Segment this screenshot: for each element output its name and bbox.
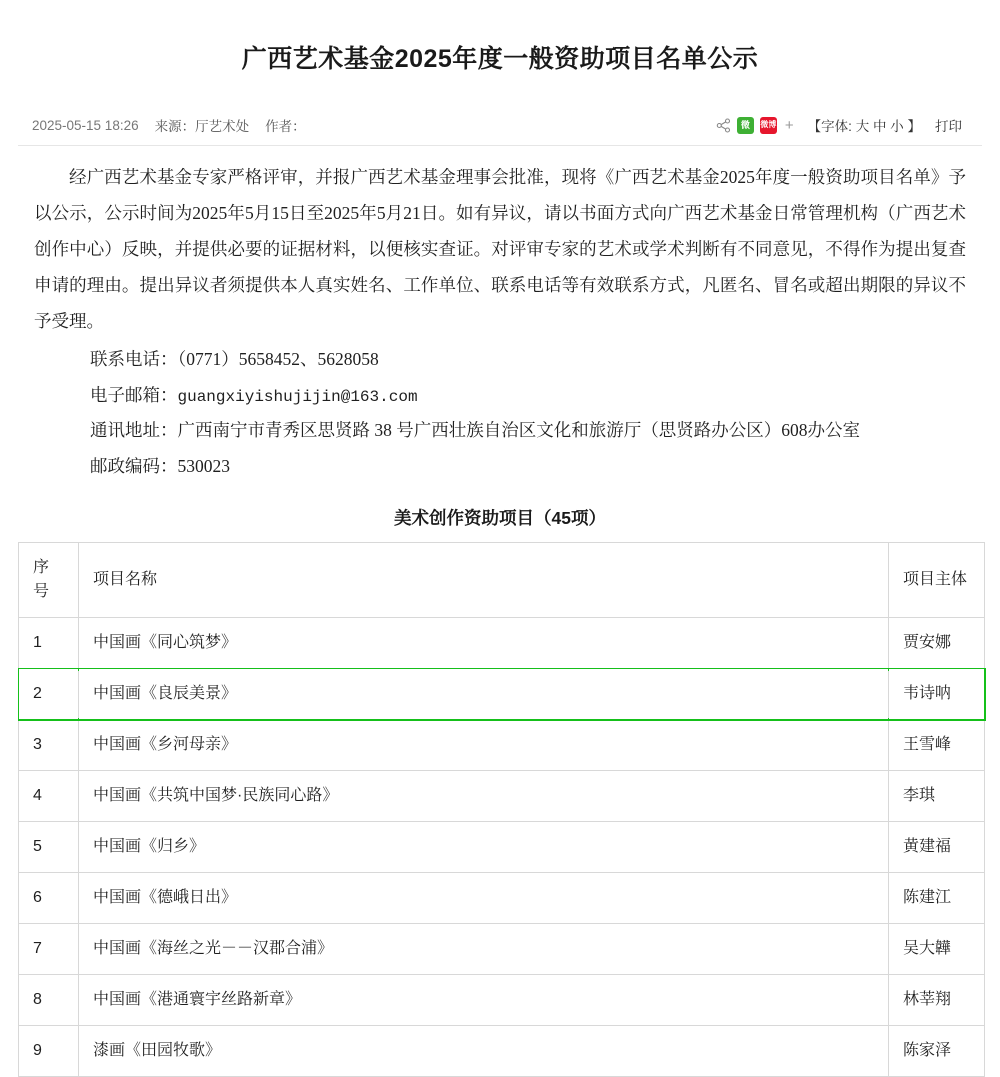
cell-index: 2	[19, 669, 79, 720]
share-icon[interactable]	[716, 118, 731, 133]
contact-email-value: guangxiyishujijin@163.com	[177, 387, 418, 406]
table-row[interactable]	[19, 618, 985, 669]
meta-right-group	[716, 115, 968, 135]
table-row[interactable]	[19, 873, 985, 924]
publish-date: 2025-05-15 18:26	[32, 117, 139, 133]
cell-project-owner: 吴大韡	[889, 924, 985, 975]
cell-project-owner: 陈建江	[889, 873, 985, 924]
table-row[interactable]	[19, 720, 985, 771]
projects-table	[18, 542, 985, 1077]
cell-project-name: 中国画《海丝之光－－汉郡合浦》	[79, 924, 889, 975]
font-size-medium[interactable]: 中	[872, 119, 887, 135]
cell-project-name: 中国画《港通寰宇丝路新章》	[79, 975, 889, 1026]
cell-project-name: 中国画《德峨日出》	[79, 873, 889, 924]
column-header-owner: 项目主体	[889, 543, 985, 618]
table-row[interactable]	[19, 924, 985, 975]
contact-email-label: 电子邮箱：	[90, 384, 178, 405]
share-group[interactable]	[716, 117, 794, 134]
more-share-icon[interactable]: +	[784, 116, 794, 134]
cell-project-owner: 王雪峰	[889, 720, 985, 771]
font-size-label-end: 】	[907, 119, 921, 135]
print-button[interactable]: 打印	[935, 119, 962, 135]
cell-index: 3	[19, 720, 79, 771]
table-row[interactable]	[19, 771, 985, 822]
cell-project-name: 漆画《田园牧歌》	[79, 1026, 889, 1077]
cell-index: 4	[19, 771, 79, 822]
column-header-index: 序号	[19, 543, 79, 618]
cell-project-name: 中国画《乡河母亲》	[79, 720, 889, 771]
cell-project-owner: 林莘翔	[889, 975, 985, 1026]
page-title: 广西艺术基金2025年度一般资助项目名单公示	[241, 44, 759, 73]
cell-index: 9	[19, 1026, 79, 1077]
column-header-name: 项目名称	[79, 543, 889, 618]
cell-project-owner: 李琪	[889, 771, 985, 822]
article-body	[18, 146, 982, 489]
cell-project-name: 中国画《共筑中国梦·民族同心路》	[79, 771, 889, 822]
weibo-share-icon[interactable]: 微博	[760, 117, 777, 134]
table-row[interactable]	[19, 975, 985, 1026]
source-label: 来源：厅艺术处	[154, 119, 250, 135]
cell-project-name: 中国画《良辰美景》	[79, 669, 889, 720]
table-header	[19, 543, 985, 618]
table-body	[19, 618, 985, 1077]
author-label: 作者：	[265, 119, 306, 135]
article-meta-bar	[18, 111, 982, 146]
font-size-label: 【字体:	[807, 119, 852, 135]
cell-index: 8	[19, 975, 79, 1026]
table-row[interactable]	[19, 669, 985, 720]
contact-email-line	[34, 378, 966, 414]
cell-project-owner: 陈家泽	[889, 1026, 985, 1077]
table-row[interactable]	[19, 1026, 985, 1077]
cell-project-owner: 贾安娜	[889, 618, 985, 669]
table-header-row	[19, 543, 985, 618]
body-paragraph: 经广西艺术基金专家严格评审，并报广西艺术基金理事会批准，现将《广西艺术基金2025年度一般资助项目名单》予以公示，公示时间为2025年5月15日至2025年5月21日。如有异议，请以书面方式向广西艺术基金日常管理机构（广西艺术创作中心）反映，并提供必要的证据材料，以便核实查证。对评审专家的艺术或学术判断有不同意见，不得作为提出复查申请的理由。提出异议者须提供本人真实姓名、工作单位、联系电话等有效联系方式，凡匿名、冒名或超出期限的异议不予受理。	[34, 167, 966, 331]
cell-index: 5	[19, 822, 79, 873]
article-page	[0, 17, 1000, 1077]
font-size-control[interactable]	[808, 115, 921, 135]
section-heading: 美术创作资助项目（45项）	[394, 508, 606, 529]
cell-project-name: 中国画《归乡》	[79, 822, 889, 873]
wechat-share-icon[interactable]: 微	[737, 117, 754, 134]
table-row[interactable]	[19, 822, 985, 873]
font-size-small[interactable]: 小	[890, 119, 904, 135]
cell-project-owner: 韦诗呐	[889, 669, 985, 720]
cell-index: 1	[19, 618, 79, 669]
cell-index: 7	[19, 924, 79, 975]
cell-project-name: 中国画《同心筑梦》	[79, 618, 889, 669]
cell-index: 6	[19, 873, 79, 924]
contact-address: 通讯地址：广西南宁市青秀区思贤路 38 号广西壮族自治区文化和旅游厅（思贤路办公区）608办公室	[90, 420, 860, 441]
contact-phone: 联系电话：（0771）5658452、5628058	[90, 348, 379, 369]
cell-project-owner: 黄建福	[889, 822, 985, 873]
font-size-large[interactable]: 大	[855, 119, 870, 135]
contact-zip: 邮政编码：530023	[90, 456, 230, 477]
meta-left-group	[32, 115, 306, 135]
